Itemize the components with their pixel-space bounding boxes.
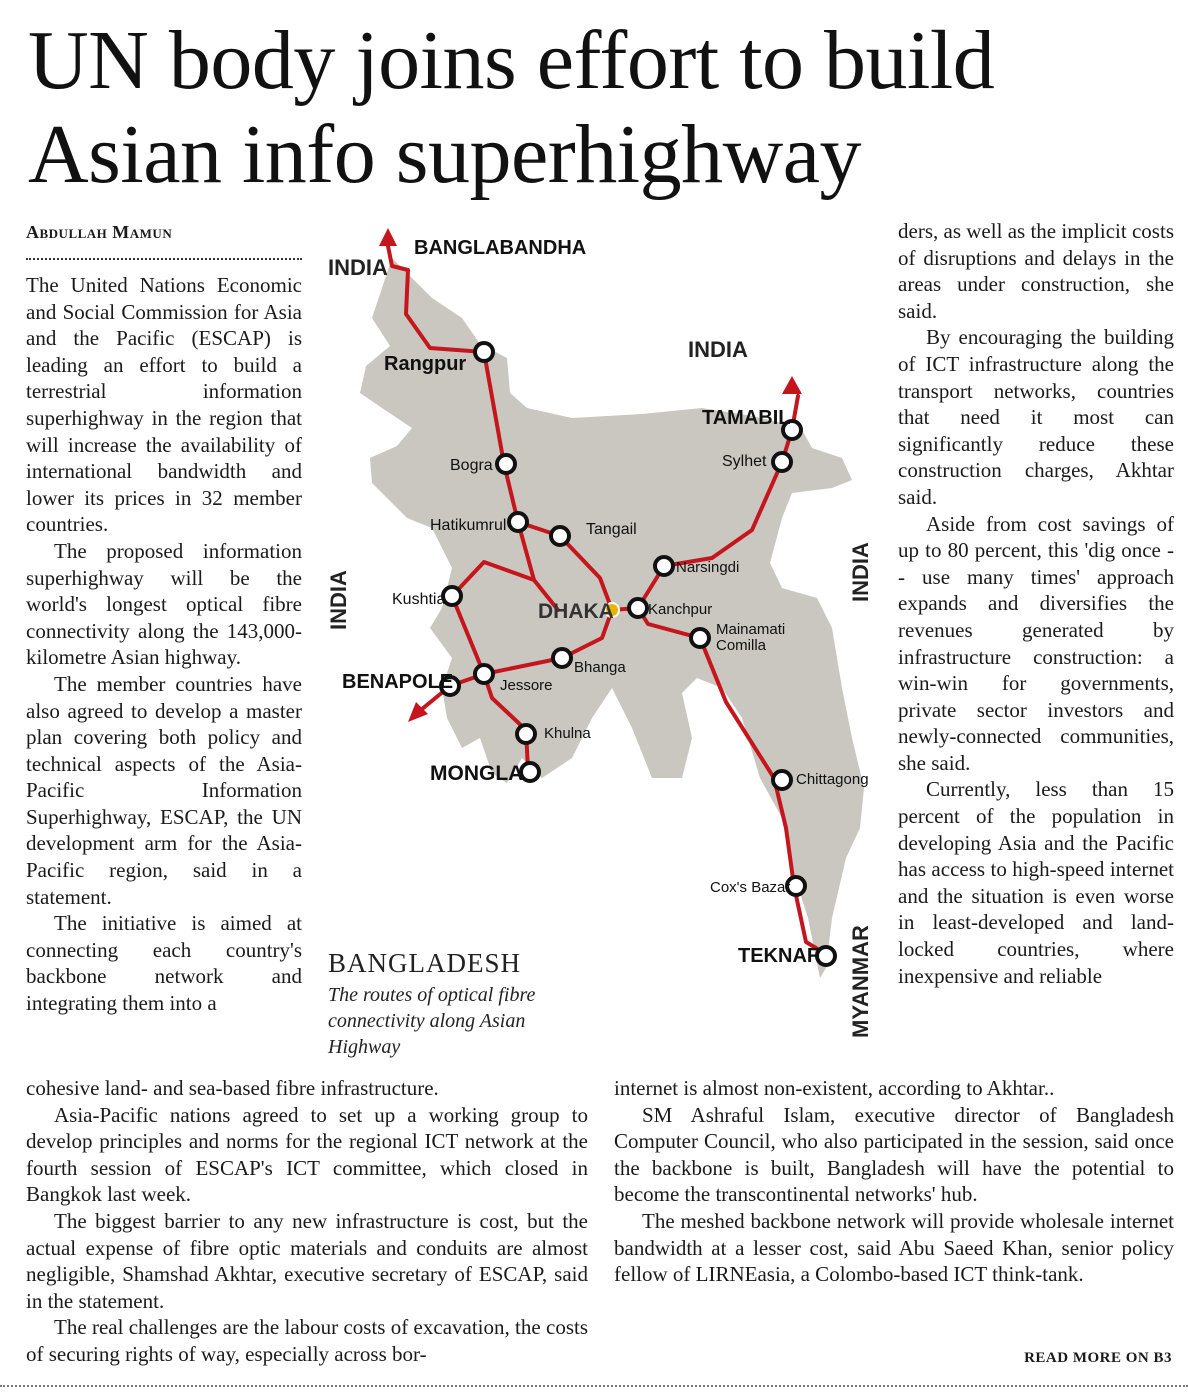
node-sylhet [773, 453, 791, 471]
paragraph-continued: ders, as well as the implicit costs of disruptions and delays in the areas under construction, she said. [898, 219, 1174, 323]
node-kushtia [443, 587, 461, 605]
label-kushtia: Kushtia [392, 591, 446, 608]
paragraph: The biggest barrier to any new infrastructure is cost, but the actual expense of fibre optic materials and conduits are almost negligible, Shamshad Akhtar, executive secretary of ESCAP, said in the statement. [26, 1208, 588, 1313]
bangladesh-fibre-map [312, 218, 880, 1058]
paragraph: SM Ashraful Islam, executive director of Bangladesh Computer Council, who also participated in the session, said once the backbone is built, Bangladesh will have the potential to become the transcontinental networks' hub. [614, 1102, 1174, 1207]
label-comilla: Comilla [716, 637, 767, 654]
paragraph: The proposed information superhighway will be the world's longest optical fibre connectivity along the 143,000-kilometre Asian highway. [26, 538, 302, 670]
headline-line-2: Asian info superhighway [28, 108, 862, 201]
headline-line-1: UN body joins effort to build [28, 14, 995, 107]
node-bhanga [553, 649, 571, 667]
label-tamabil: TAMABIL [702, 407, 791, 429]
paragraph: The real challenges are the labour costs of excavation, the costs of securing rights of way, especially across bor- [26, 1315, 588, 1366]
node-kanchpur [629, 599, 647, 617]
label-tangail: Tangail [586, 521, 637, 538]
headline [28, 14, 1178, 202]
label-coxs-bazar: Cox's Bazar [710, 879, 791, 896]
myanmar-label: MYANMAR [848, 925, 873, 1038]
paragraph: By encouraging the building of ICT infrastructure along the transport networks, countries that need it most can significantly reduce these construction charges, Akhtar said. [898, 325, 1174, 509]
india-label-top-right: INDIA [688, 337, 748, 362]
paragraph: The United Nations Economic and Social Commission for Asia and the Pacific (ESCAP) is leading an effort to build a terrestrial information superhighway in the region that will increase the availability of international bandwidth and lower its prices in 32 member countries. [26, 273, 302, 537]
paragraph-continued: internet is almost non-existent, according to Akhtar.. [614, 1076, 1055, 1100]
paragraph: The member countries have also agreed to develop a master plan covering both policy and technical aspects of the Asia-Pacific Information Superhighway, ESCAP, the UN development arm for the Asia-Pacific region, said in a statement. [26, 671, 302, 909]
paragraph: The meshed backbone network will provide wholesale internet bandwidth at a lesser cost, said Abu Saeed Khan, senior policy fellow of LIRNEasia, a Colombo-based ICT think-tank. [614, 1208, 1174, 1287]
left-column [26, 272, 302, 1017]
arrow-northeast-icon [782, 376, 802, 394]
paragraph: The initiative is aimed at connecting each country's backbone network and integrating them into a [26, 911, 302, 1016]
label-rangpur: Rangpur [384, 353, 467, 375]
paragraph-continued: cohesive land- and sea-based fibre infrastructure. [26, 1076, 439, 1100]
label-bogra: Bogra [450, 457, 493, 474]
map-caption-title: BANGLADESH [328, 948, 522, 978]
node-hatikumrul [509, 513, 527, 531]
india-label-left: INDIA [326, 570, 351, 630]
node-rangpur [475, 343, 493, 361]
label-hatikumrul: Hatikumrul [430, 517, 507, 534]
label-teknaf: TEKNAF [738, 945, 820, 967]
label-chittagong: Chittagong [796, 771, 869, 788]
label-benapole: BENAPOLE [342, 671, 454, 693]
label-dhaka: DHAKA [538, 600, 614, 623]
node-bogra [497, 455, 515, 473]
label-kanchpur: Kanchpur [648, 601, 713, 618]
india-label-top-left: INDIA [328, 255, 388, 280]
node-narsingdi [655, 557, 673, 575]
node-mongla [521, 763, 539, 781]
bottom-left-column [26, 1075, 588, 1368]
label-banglabandha: BANGLABANDHA [414, 237, 587, 259]
label-mongla: MONGLA [430, 762, 524, 785]
node-teknaf [817, 947, 835, 965]
paragraph: Aside from cost savings of up to 80 percent, this 'dig once -- use many times' approach expands and diversifies the revenues generated by infrastructure construction: a win-win for governments, private sector investors and newly-connected communities, she said. [898, 511, 1174, 775]
label-khulna: Khulna [544, 725, 591, 742]
map-caption-text: The routes of optical fibre connectivity along Asian Highway [328, 984, 536, 1058]
right-column [898, 218, 1174, 989]
byline-divider [26, 258, 302, 260]
byline: Abdullah Mamun [26, 222, 173, 242]
label-mainamati: Mainamati [716, 621, 786, 638]
label-sylhet: Sylhet [722, 453, 767, 470]
bottom-right-column [614, 1075, 1174, 1288]
node-khulna [517, 725, 535, 743]
node-jessore [475, 665, 493, 683]
label-narsingdi: Narsingdi [676, 559, 740, 576]
paragraph: Currently, less than 15 percent of the population in developing Asia and the Pacific has access to high-speed internet and the situation is even worse in least-developed and land-locked countries, where inexpensive and reliable [898, 777, 1174, 988]
arrow-north-icon [379, 228, 397, 246]
india-label-right: INDIA [848, 542, 873, 602]
node-tangail [551, 527, 569, 545]
label-bhanga: Bhanga [574, 659, 626, 676]
label-jessore: Jessore [500, 677, 553, 694]
paragraph: Asia-Pacific nations agreed to set up a working group to develop principles and norms for the regional ICT network at the fourth session of ESCAP's ICT committee, which closed in Bangkok last week. [26, 1102, 588, 1207]
read-more-link[interactable]: READ MORE ON B3 [1024, 1350, 1172, 1366]
bottom-divider [0, 1385, 1188, 1387]
node-mainamati [691, 629, 709, 647]
node-chittagong [773, 771, 791, 789]
